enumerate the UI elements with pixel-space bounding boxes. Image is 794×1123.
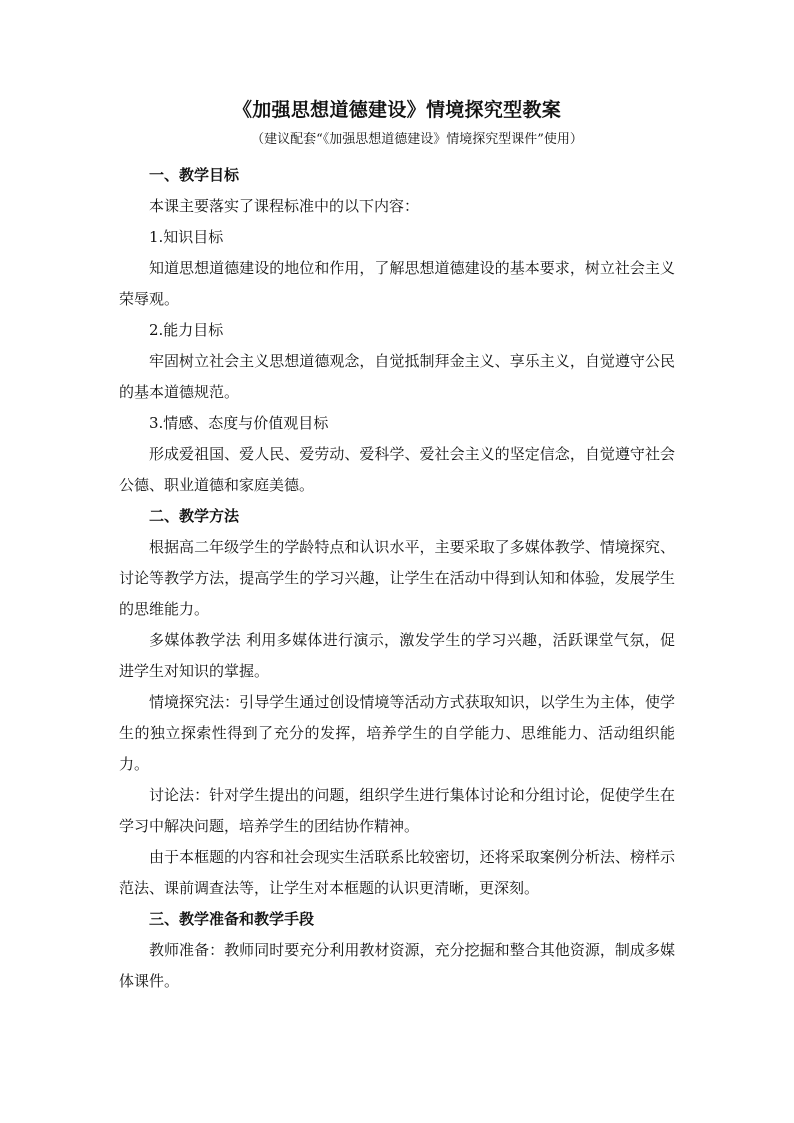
paragraph: 讨论法：针对学生提出的问题，组织学生进行集体讨论和分组讨论，促使学生在学习中解决问题，培养学生的团结协作精神。 (119, 786, 675, 835)
paragraph: 多媒体教学法 利用多媒体进行演示，激发学生的学习兴趣，活跃课堂气氛，促进学生对知识的掌握。 (119, 631, 675, 680)
paragraph: 本课主要落实了课程标准中的以下内容： (149, 197, 420, 215)
section-heading-objectives: 一、教学目标 (149, 166, 240, 184)
paragraph: 情境探究法：引导学生通过创设情境等活动方式获取知识，以学生为主体，使学生的独立探索性得到了充分的发挥，培养学生的自学能力、思维能力、活动组织能力。 (119, 693, 675, 773)
paragraph: 知道思想道德建设的地位和作用，了解思想道德建设的基本要求，树立社会主义荣辱观。 (119, 259, 675, 308)
section-heading-preparation: 三、教学准备和教学手段 (149, 910, 315, 928)
paragraph: 牢固树立社会主义思想道德观念，自觉抵制拜金主义、享乐主义，自觉遵守公民的基本道德规范。 (119, 352, 675, 401)
document-page (119, 96, 675, 997)
section-heading-methods: 二、教学方法 (149, 507, 240, 525)
subheading-values: 3.情感、态度与价值观目标 (149, 414, 329, 432)
paragraph: 根据高二年级学生的学龄特点和认识水平，主要采取了多媒体教学、情境探究、讨论等教学方法，提高学生的学习兴趣，让学生在活动中得到认知和体验，发展学生的思维能力。 (119, 538, 675, 618)
paragraph: 形成爱祖国、爱人民、爱劳动、爱科学、爱社会主义的坚定信念，自觉遵守社会公德、职业道德和家庭美德。 (119, 445, 675, 494)
subheading-ability: 2.能力目标 (149, 321, 224, 339)
paragraph: 教师准备：教师同时要充分利用教材资源，充分挖掘和整合其他资源，制成多媒体课件。 (119, 941, 675, 990)
paragraph: 由于本框题的内容和社会现实生活联系比较密切，还将采取案例分析法、榜样示范法、课前调查法等，让学生对本框题的认识更清晰，更深刻。 (119, 848, 675, 897)
subheading-knowledge: 1.知识目标 (149, 228, 224, 246)
document-title: 《加强思想道德建设》情境探究型教案 (232, 99, 562, 121)
document-subtitle: （建议配套“《加强思想道德建设》情境探究型课件”使用） (251, 132, 583, 147)
